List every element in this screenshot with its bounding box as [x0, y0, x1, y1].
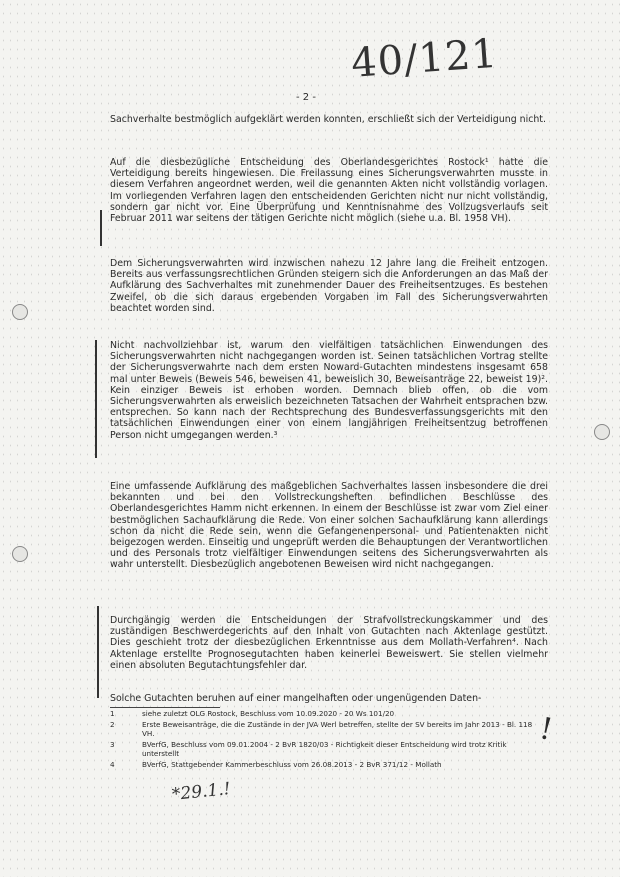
- footnote-number: 1: [110, 709, 115, 718]
- footnote-text: siehe zuletzt OLG Rostock, Beschluss vom 10.09.2020 - 20 Ws 101/20: [142, 709, 395, 718]
- footnote-text: BVerfG, Stattgebender Kammerbeschluss vom 26.08.2013 - 2 BvR 371/12 - Mollath: [142, 760, 442, 769]
- handwritten-exclamation-mark: !: [536, 711, 556, 748]
- punch-hole-bottom: [12, 546, 28, 562]
- punch-hole-right: [594, 424, 610, 440]
- margin-bar-2: [95, 340, 97, 458]
- margin-bar-3: [97, 606, 99, 698]
- margin-bar-1: [100, 210, 102, 246]
- paragraph-2: Auf die diesbezügliche Entscheidung des Oberlandesgerichtes Rostock¹ hatte die Verteidigung bereits hingewiesen. Die Freilassung eines Sicherungsverwahrten musste in diesem Verfahren angeordnet werden, weil die genannten Akten nicht vollständig vorlagen. Im vorliegenden Verfahren lagen den entscheidenden Gerichten nicht nur nicht vollständig, sondern gar nicht vor. Eine Überprüfung und Kenntnisnahme des Vollzugsverlaufs seit Februar 2011 war seitens der tätigen Gerichte nicht möglich (siehe u.a. Bl. 1958 VH).: [110, 157, 548, 225]
- paragraph-4: Nicht nachvollziehbar ist, warum den vielfältigen tatsächlichen Einwendungen des Sicherungsverwahrten nicht nachgegangen worden ist. Seinen tatsächlichen Vortrag stellte der Sicherungsverwahrte nach dem ersten Noward-Gutachten mindestens insgesamt 658 mal unter Beweis (Beweis 546, beweisen 41, beweislich 30, Beweisanträge 22, beweist 19)². Kein einziger Beweis ist erhoben worden. Demnach blieb offen, ob die vom Sicherungsverwahrten als erweislich bezeichneten Tatsachen der Wahrheit entsprachen bzw. entsprechen. So kann nach der Rechtsprechung des Bundesverfassungsgerichts mit den tatsächlichen Einwendungen einer von einem langjährigen Freiheitsentzug betroffenen Person nicht umgegangen werden.³: [110, 340, 548, 441]
- footnote-number: 3: [110, 740, 115, 749]
- handwritten-page-number: 40/121: [349, 30, 500, 87]
- footnote-text: BVerfG, Beschluss vom 09.01.2004 - 2 BvR 1820/03 - Richtigkeit dieser Entscheidung wird trotz Kritik unterstellt: [142, 740, 507, 758]
- footnote-number: 4: [110, 760, 115, 769]
- paragraph-3: Dem Sicherungsverwahrten wird inzwischen nahezu 12 Jahre lang die Freiheit entzogen. Bereits aus verfassungsrechtlichen Gründen steigern sich die Anforderungen an das Maß der Aufklärung des Sachverhaltes mit zunehmender Dauer des Freiheitsentzuges. Es bestehen Zweifel, ob die sich daraus ergebenden Vorgaben im Fall des Sicherungsverwahrten beachtet worden sind.: [110, 258, 548, 314]
- footnote-rule: [110, 707, 220, 708]
- page-number: - 2 -: [296, 92, 316, 103]
- footnote-number: 2: [110, 720, 115, 729]
- paragraph-7: Solche Gutachten beruhen auf einer mangelhaften oder ungenügenden Daten-: [110, 693, 482, 704]
- punch-hole-top: [12, 304, 28, 320]
- paragraph-5: Eine umfassende Aufklärung des maßgeblichen Sachverhaltes lassen insbesondere die drei bekannten und bei den Vollstreckungsheften befindlichen Beschlüsse des Oberlandesgerichtes Hamm nicht erkennen. In einem der Beschlüsse ist zwar vom Ziel einer bestmöglichen Sachaufklärung die Rede. Von einer solchen Sachaufklärung kann allerdings schon da nicht die Rede sein, wenn die Gefangenenpersonal- und Patientenakten nicht beigezogen werden. Einseitig und ungeprüft werden die Behauptungen der Verantwortlichen und des Personals trotz vielfältiger Einwendungen seitens des Sicherungsverwahrten als wahr unterstellt. Diesbezüglich angebotenen Beweisen wird nicht nachgegangen.: [110, 481, 548, 571]
- paragraph-1: Sachverhalte bestmöglich aufgeklärt werden konnten, erschließt sich der Verteidigung nicht.: [110, 114, 546, 125]
- footnote-text: Erste Beweisanträge, die die Zustände in der JVA Werl betreffen, stellte der SV bereits im Jahr 2013 - Bl. 118 VH.: [142, 720, 533, 738]
- paragraph-6: Durchgängig werden die Entscheidungen der Strafvollstreckungskammer und des zuständigen Beschwerdegerichts auf den Inhalt von Gutachten nach Aktenlage gestützt. Dies geschieht trotz der diesbezüglichen Erkenntnisse aus dem Mollath-Verfahren⁴. Nach Aktenlage erstellte Prognosegutachten haben keinerlei Beweiswert. Sie stellen vielmehr einen absoluten Begutachtungsfehler dar.: [110, 615, 548, 671]
- handwritten-date-signature: *29.1.!: [171, 778, 232, 806]
